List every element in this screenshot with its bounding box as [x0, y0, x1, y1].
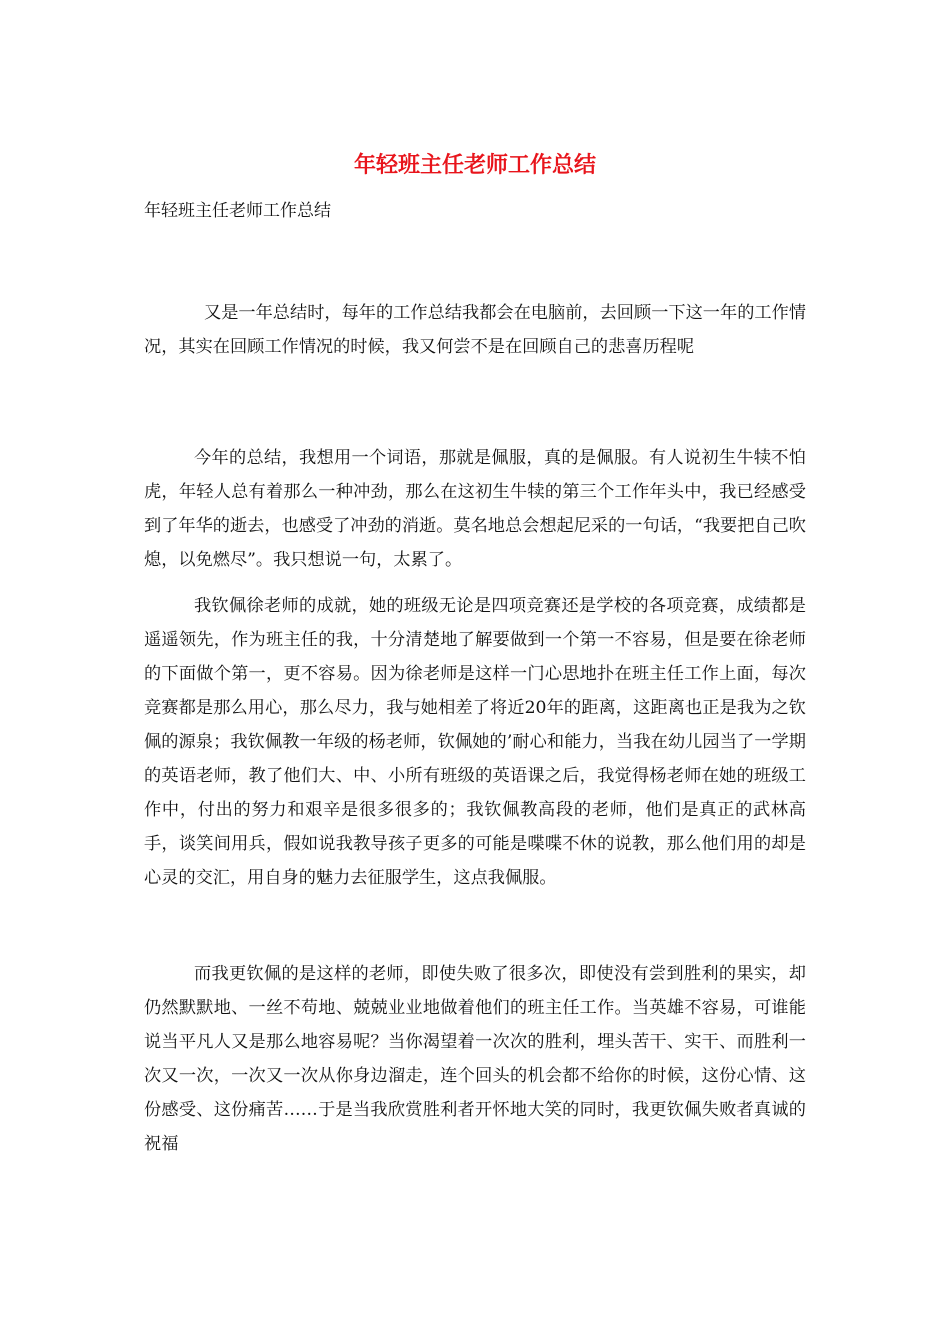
document-title: 年轻班主任老师工作总结 — [353, 152, 596, 178]
paragraph-intro: 又是一年总结时，每年的工作总结我都会在电脑前，去回顾一下这一年的工作情况，其实在回顾工作情况的时候，我又何尝不是在回顾自己的悲喜历程呢 — [144, 303, 806, 357]
document-subtitle: 年轻班主任老师工作总结 — [144, 201, 331, 221]
paragraph-perseverance: 而我更钦佩的是这样的老师，即使失败了很多次，即使没有尝到胜利的果实，却仍然默默地、一丝不苟地、兢兢业业地做着他们的班主任工作。当英雄不容易，可谁能说当平凡人又是那么地容易呢？当你渴望着一次次的胜利，埋头苦干、实干、而胜利一次又一次，一次又一次从你身边溜走，连个回头的机会都不给你的时候，这份心情、这份感受、这份痛苦……于是当我欣赏胜利者开怀地大笑的同时，我更钦佩失败者真诚的祝福 — [144, 964, 806, 1154]
paragraph-admiration: 今年的总结，我想用一个词语，那就是佩服，真的是佩服。有人说初生牛犊不怕虎，年轻人总有着那么一种冲劲，那么在这初生牛犊的第三个工作年头中，我已经感受到了年华的逝去，也感受了冲劲的消逝。莫名地总会想起尼采的一句话，“我要把自己吹熄，以免燃尽”。我只想说一句，太累了。 — [144, 448, 806, 570]
paragraph-colleagues: 我钦佩徐老师的成就，她的班级无论是四项竞赛还是学校的各项竞赛，成绩都是遥遥领先，作为班主任的我，十分清楚地了解要做到一个第一不容易，但是要在徐老师的下面做个第一，更不容易。因为徐老师是这样一门心思地扑在班主任工作上面，每次竞赛都是那么用心，那么尽力，我与她相差了将近20年的距离，这距离也正是我为之钦佩的源泉；我钦佩教一年级的杨老师，钦佩她的’耐心和能力，当我在幼儿园当了一学期的英语老师，教了他们大、中、小所有班级的英语课之后，我觉得杨老师在她的班级工作中，付出的努力和艰辛是很多很多的；我钦佩教高段的老师，他们是真正的武林高手，谈笑间用兵，假如说我教导孩子更多的可能是喋喋不休的说教，那么他们用的却是心灵的交汇，用自身的魅力去征服学生，这点我佩服。 — [144, 596, 806, 888]
